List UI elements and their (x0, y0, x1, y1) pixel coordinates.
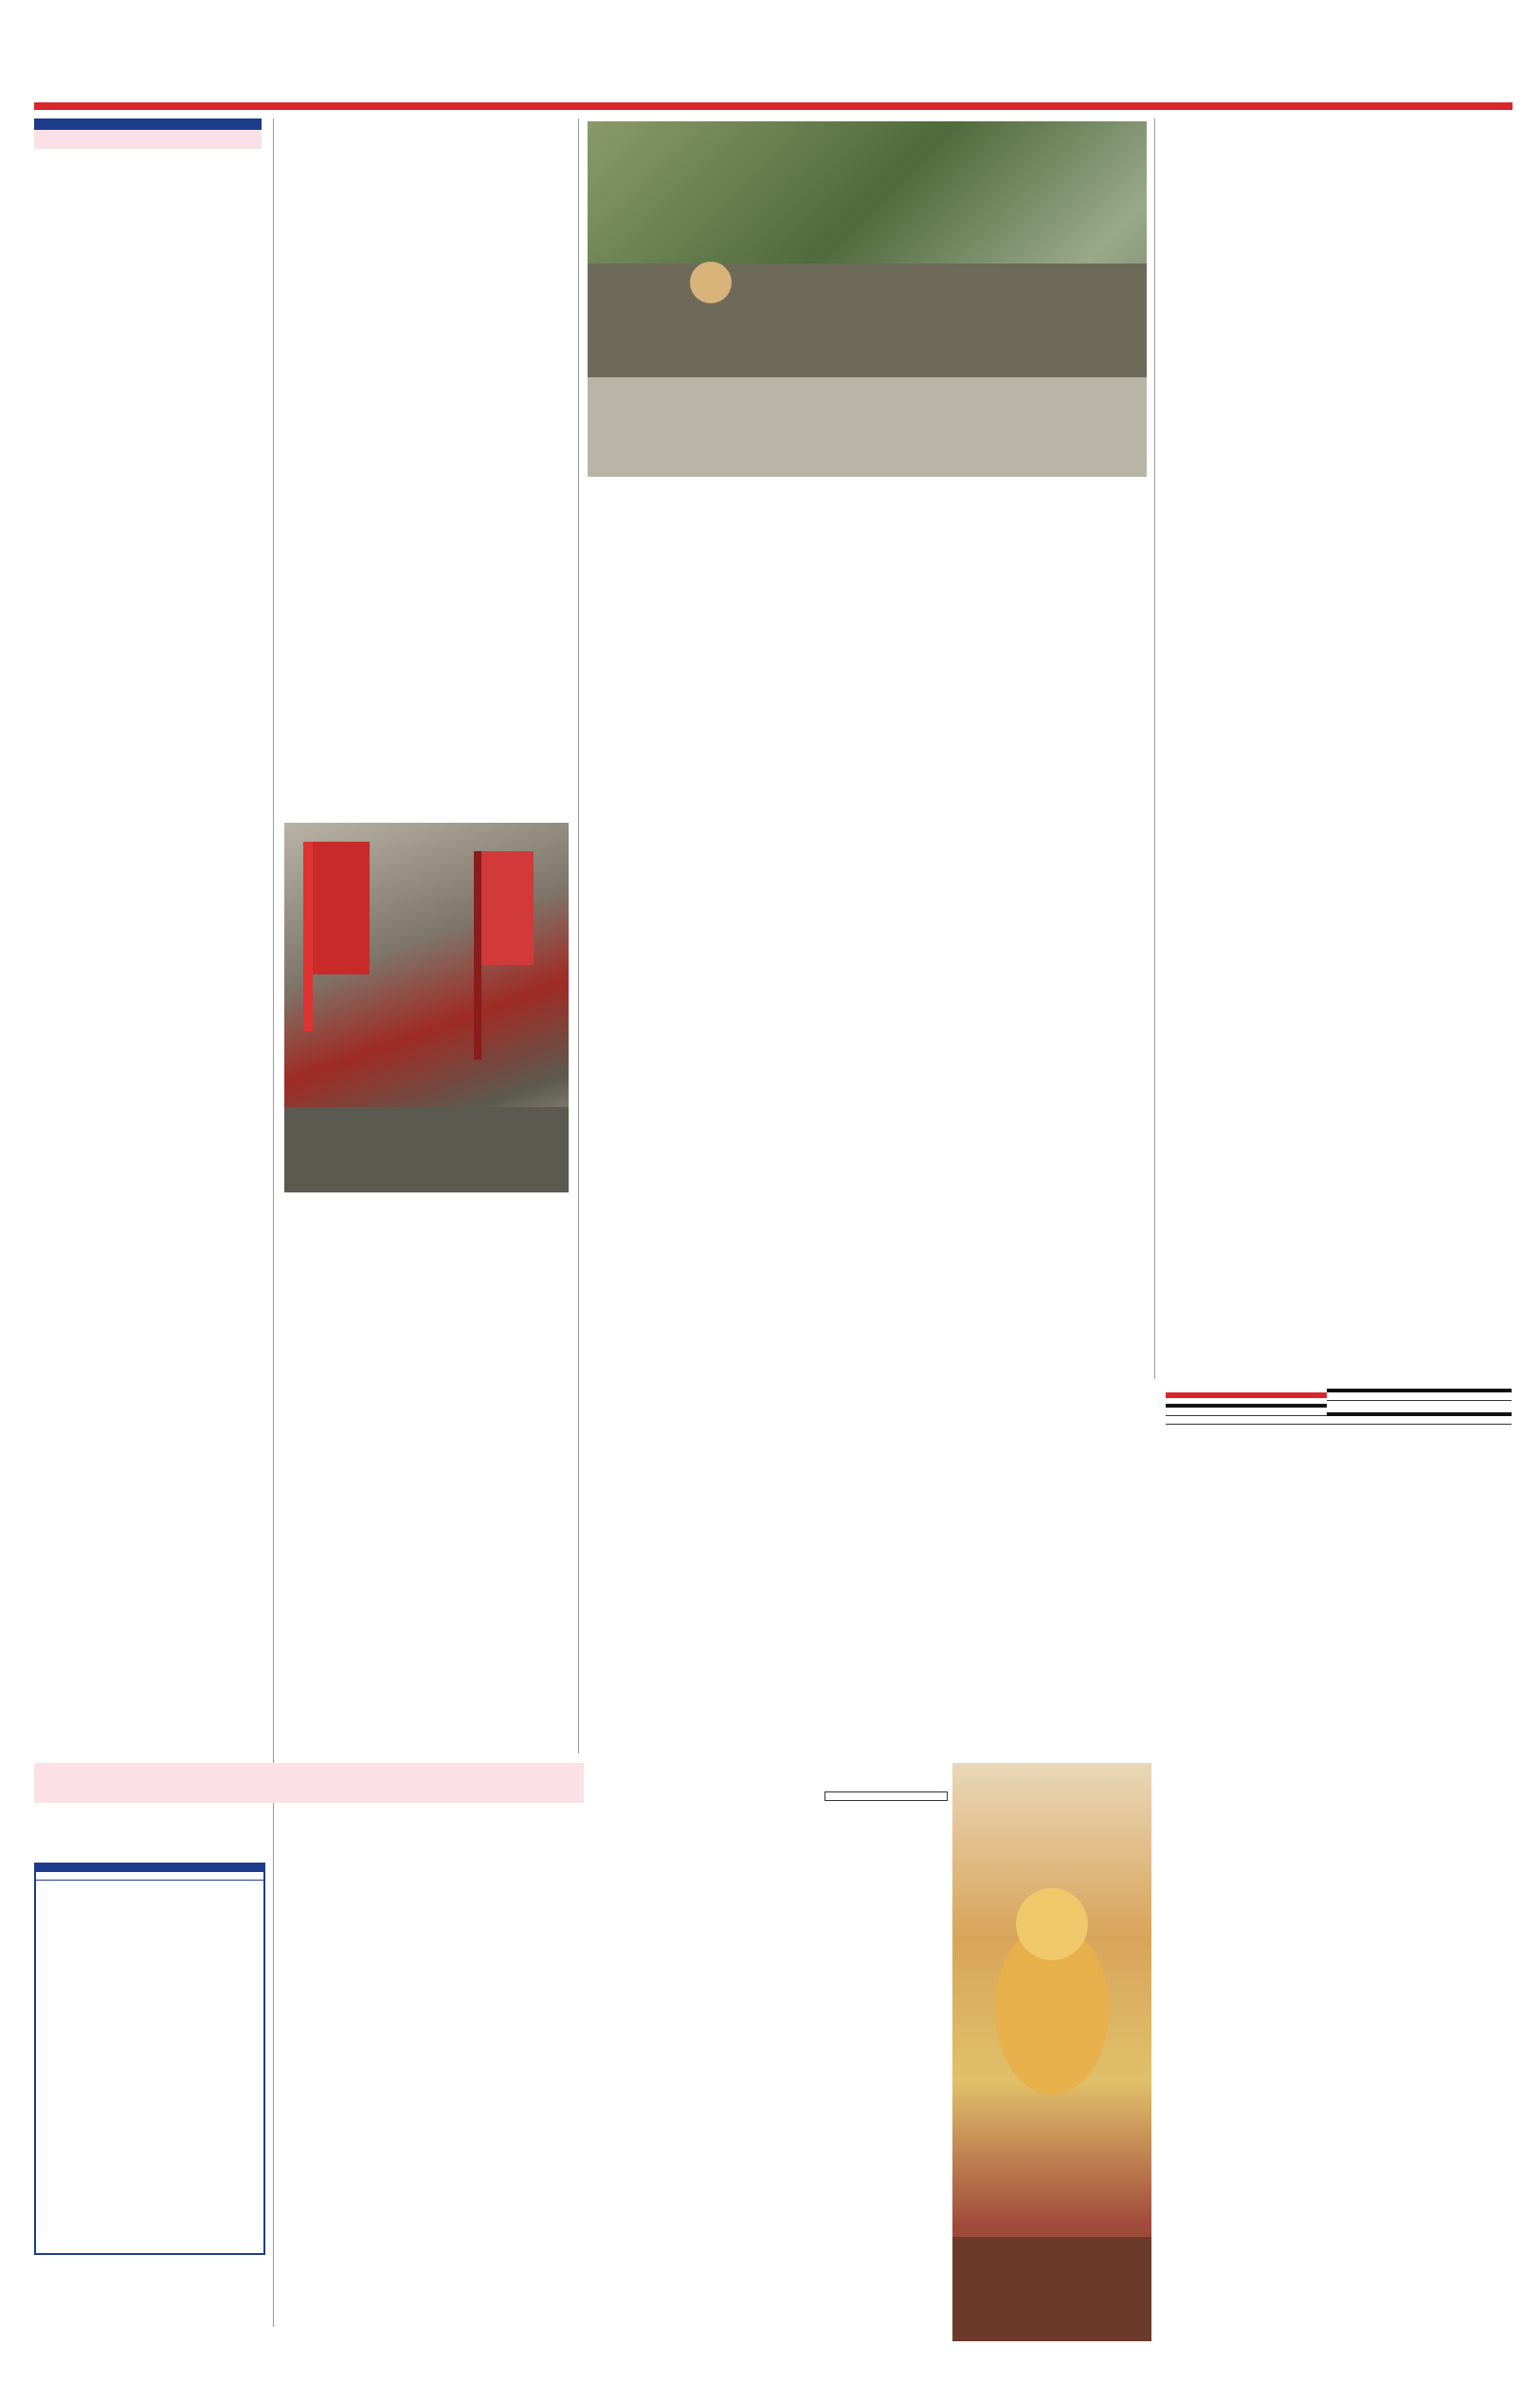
flag-pole-2 (474, 851, 481, 1060)
name-change-ad-3 (1166, 1424, 1327, 1432)
name-change-ad-2 (1166, 1415, 1327, 1424)
idol-head (1016, 1888, 1088, 1960)
body-market (946, 810, 1150, 1370)
classifieds-right-col (1327, 1389, 1512, 2346)
classifieds-left-col (1166, 1389, 1327, 2355)
body-patal (588, 1379, 933, 1739)
solution-box (597, 1763, 806, 1780)
sudoku-title-bar (34, 1763, 584, 1803)
flag-1 (313, 842, 370, 974)
protest-photo (284, 823, 569, 1192)
masthead-rule (34, 102, 1513, 110)
flag-2 (481, 851, 534, 965)
column-divider (578, 118, 579, 1754)
body-accident (588, 810, 933, 1156)
jumble-answer-box (824, 1791, 948, 1801)
column-divider (273, 118, 274, 2327)
ganesh-puja-photo (952, 1763, 1151, 2341)
column-divider (1154, 118, 1155, 1379)
jumble-box (824, 1763, 948, 1801)
rates-title (36, 1864, 263, 1872)
rates-table (36, 1872, 263, 1880)
footpath (588, 377, 1147, 477)
protest-illustration (284, 823, 569, 1192)
trump-story-block (284, 1412, 569, 1735)
name-change-ad-1 (1166, 1408, 1327, 1415)
ground (284, 1107, 569, 1192)
poll-box (34, 130, 262, 149)
worker-figure (690, 262, 732, 303)
name-change-tab (1166, 1392, 1327, 1398)
rates-box (34, 1863, 265, 2255)
name-change-ad-4 (1327, 1392, 1512, 1400)
name-change-ad-5 (1327, 1400, 1512, 1409)
platform (952, 2237, 1151, 2341)
contact-text (1327, 1424, 1512, 1432)
fx-table (36, 1884, 263, 1888)
sudoku-title (34, 1763, 584, 1774)
university-wall-photo (588, 121, 1147, 477)
body-gold (1161, 1057, 1512, 1379)
contact-phone (1327, 1432, 1512, 1436)
spacer (34, 2261, 262, 2268)
wall-illustration (588, 121, 1147, 477)
body-block-office (284, 417, 569, 815)
name-change-ad-6 (1327, 1416, 1512, 1424)
solution-title (597, 1763, 806, 1771)
flag-pole-1 (303, 842, 313, 1031)
puja-illustration (952, 1763, 1151, 2341)
at-a-glance-banner (34, 118, 262, 130)
wall (588, 264, 1147, 377)
body-leaders (1161, 370, 1512, 900)
